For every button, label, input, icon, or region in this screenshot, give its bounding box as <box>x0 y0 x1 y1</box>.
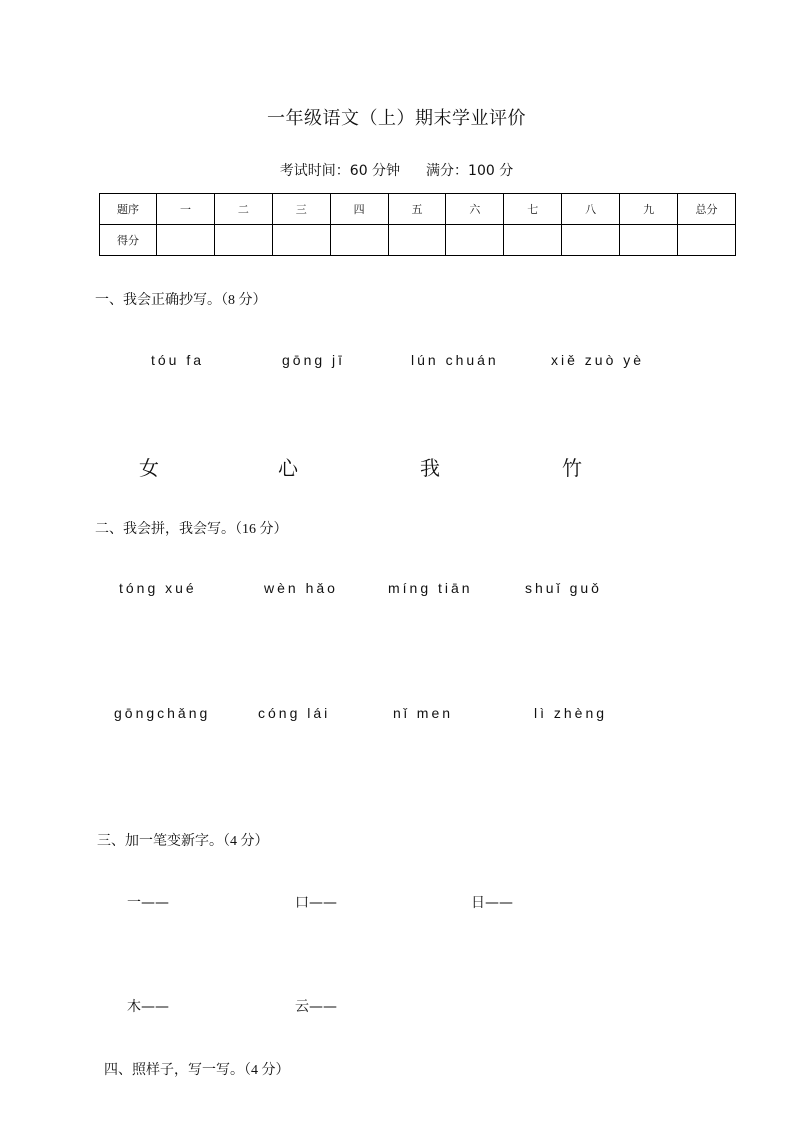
score-cell <box>620 225 678 256</box>
header-cell: 五 <box>388 194 446 225</box>
score-table-score-row <box>100 225 736 256</box>
header-cell: 七 <box>504 194 562 225</box>
copy-character: 我 <box>420 456 440 480</box>
page-title: 一年级语文（上）期末学业评价 <box>267 108 526 129</box>
header-cell: 九 <box>620 194 678 225</box>
pinyin-item: cóng lái <box>258 705 331 721</box>
score-table-header-row <box>100 194 736 225</box>
score-cell <box>446 225 504 256</box>
score-cell <box>330 225 388 256</box>
add-stroke-item: 一—— <box>127 895 169 911</box>
pinyin-item: míng tiān <box>388 580 473 596</box>
section-heading-text: 二、我会拼，我会写。 <box>95 521 235 537</box>
pinyin-item: tóu fa <box>151 352 205 368</box>
header-cell: 三 <box>272 194 330 225</box>
score-cell <box>214 225 272 256</box>
add-stroke-item: 日—— <box>471 895 513 911</box>
pinyin-item: lún chuán <box>411 352 499 368</box>
row-label: 得分 <box>100 225 157 256</box>
header-cell: 六 <box>446 194 504 225</box>
pinyin-item: lì zhèng <box>534 705 608 721</box>
exam-time: 考试时间：60 分钟 <box>279 163 401 179</box>
header-cell: 四 <box>330 194 388 225</box>
header-cell: 八 <box>562 194 620 225</box>
section-heading-text: 一、我会正确抄写。 <box>95 292 221 308</box>
score-cell <box>157 225 215 256</box>
add-stroke-item: 口—— <box>295 895 337 911</box>
section-1-heading <box>95 289 267 309</box>
score-cell <box>388 225 446 256</box>
section-points: （4 分） <box>244 1063 290 1078</box>
section-3-heading <box>97 830 269 850</box>
pinyin-item: tóng xué <box>119 580 197 596</box>
header-cell: 题序 <box>100 194 157 225</box>
section-heading-text: 四、照样子，写一写。 <box>104 1062 244 1078</box>
section-2-heading <box>95 518 288 538</box>
pinyin-item: shuǐ guǒ <box>525 580 602 596</box>
full-score: 满分：100 分 <box>426 163 514 179</box>
section-heading-text: 三、加一笔变新字。 <box>97 833 223 849</box>
pinyin-item: xiě zuò yè <box>551 352 645 368</box>
header-cell: 一 <box>157 194 215 225</box>
pinyin-item: gōngchǎng <box>114 705 211 721</box>
section-4-heading <box>104 1059 290 1079</box>
pinyin-item: nǐ men <box>393 705 454 721</box>
pinyin-item: gōng jī <box>282 352 346 368</box>
section-points: （16 分） <box>235 522 288 537</box>
section-points: （8 分） <box>221 293 267 308</box>
copy-character: 心 <box>278 456 298 480</box>
add-stroke-item: 云—— <box>295 999 337 1015</box>
copy-character: 女 <box>139 456 159 480</box>
score-cell <box>504 225 562 256</box>
section-points: （4 分） <box>223 834 269 849</box>
score-cell <box>272 225 330 256</box>
score-table <box>99 193 736 256</box>
pinyin-item: wèn hǎo <box>264 580 338 596</box>
header-cell: 二 <box>214 194 272 225</box>
add-stroke-item: 木—— <box>127 999 169 1015</box>
score-cell <box>678 225 736 256</box>
header-cell: 总分 <box>678 194 736 225</box>
score-cell <box>562 225 620 256</box>
exam-info <box>0 160 793 180</box>
copy-character: 竹 <box>562 456 582 480</box>
